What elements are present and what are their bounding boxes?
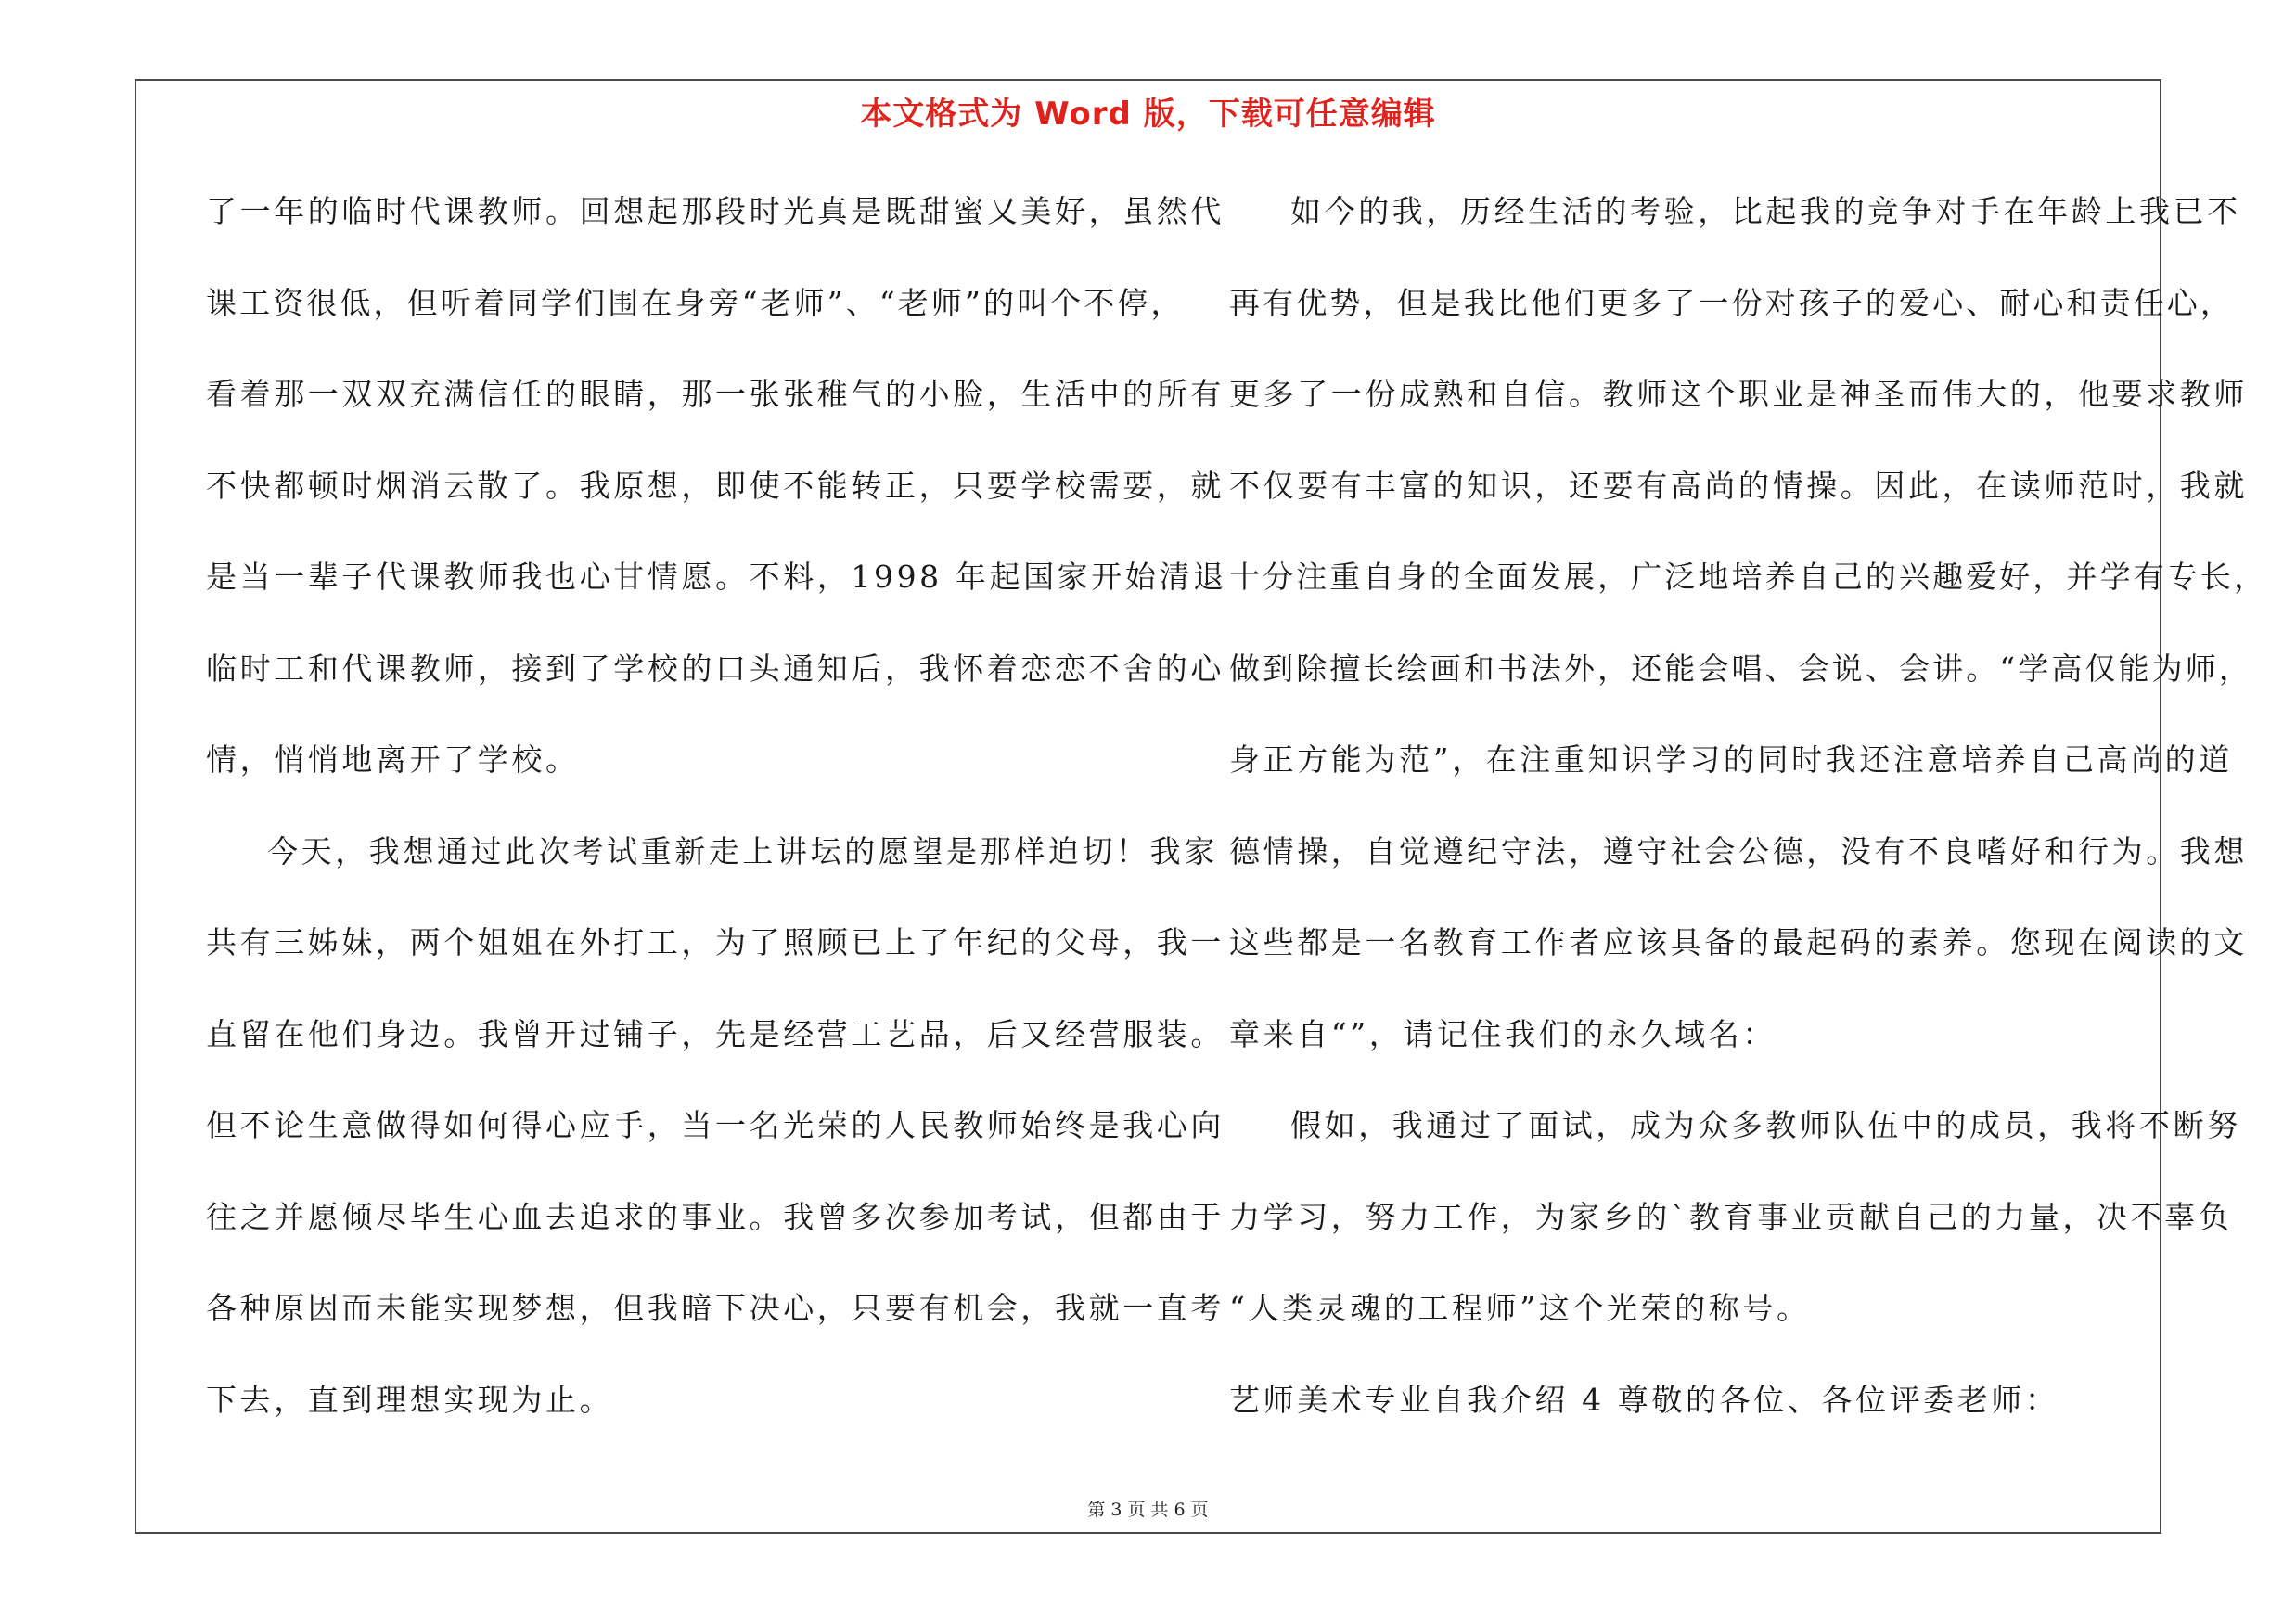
paragraph-start-line: 今天，我想通过此次考试重新走上讲坛的愿望是那样迫切！我家 — [267, 832, 1218, 869]
text-line: 十分注重自身的全面发展，广泛地培养自己的兴趣爱好，并学有专长， — [1229, 559, 2268, 595]
text-line: 身正方能为范”，在注重知识学习的同时我还注意培养自己高尚的道 — [1229, 741, 2233, 778]
paragraph-start-line: 假如，我通过了面试，成为众多教师队伍中的成员，我将不断努 — [1290, 1107, 2241, 1143]
text-line: 情，悄悄地离开了学校。 — [206, 741, 580, 778]
text-line: 直留在他们身边。我曾开过铺子，先是经营工艺品，后又经营服装。 — [206, 1015, 1225, 1052]
text-line: 各种原因而未能实现梦想，但我暗下决心，只要有机会，我就一直考 — [206, 1290, 1225, 1326]
text-line: 更多了一份成熟和自信。教师这个职业是神圣而伟大的，他要求教师 — [1229, 376, 2248, 412]
text-line: 了一年的临时代课教师。回想起那段时光真是既甜蜜又美好，虽然代 — [206, 193, 1225, 229]
format-notice-banner: 本文格式为 Word 版，下载可任意编辑 — [860, 96, 1436, 133]
text-line: 下去，直到理想实现为止。 — [206, 1381, 614, 1418]
text-line: 不快都顿时烟消云散了。我原想，即使不能转正，只要学校需要，就 — [206, 467, 1225, 504]
text-line: 章来自“”，请记住我们的永久域名： — [1229, 1015, 1777, 1052]
text-line: 临时工和代课教师，接到了学校的口头通知后，我怀着恋恋不舍的心 — [206, 650, 1225, 687]
text-line: 再有优势，但是我比他们更多了一份对孩子的爱心、耐心和责任心， — [1229, 284, 2234, 321]
text-line: 艺师美术专业自我介绍 4 尊敬的各位、各位评委老师： — [1229, 1381, 2059, 1418]
text-line: 做到除擅长绘画和书法外，还能会唱、会说、会讲。“学高仅能为师， — [1229, 650, 2252, 687]
text-line: 共有三姊妹，两个姐姐在外打工，为了照顾已上了年纪的父母，我一 — [206, 924, 1225, 960]
right-column — [1229, 184, 2268, 1463]
text-line: 往之并愿倾尽毕生心血去追求的事业。我曾多次参加考试，但都由于 — [206, 1198, 1225, 1235]
text-line: 德情操，自觉遵纪守法，遵守社会公德，没有不良嗜好和行为。我想 — [1229, 832, 2248, 869]
text-line: 力学习，努力工作，为家乡的`教育事业贡献自己的力量，决不辜负 — [1229, 1198, 2233, 1235]
text-line: 不仅要有丰富的知识，还要有高尚的情操。因此，在读师范时，我就 — [1229, 467, 2248, 504]
text-line: 课工资很低，但听着同学们围在身旁“老师”、“老师”的叫个不停， — [206, 284, 1185, 321]
left-column — [206, 184, 1227, 1463]
page-number-footer: 第 3 页 共 6 页 — [1087, 1500, 1209, 1520]
text-line: 但不论生意做得如何得心应手，当一名光荣的人民教师始终是我心向 — [206, 1107, 1225, 1143]
paragraph-start-line: 如今的我，历经生活的考验，比起我的竞争对手在年龄上我已不 — [1290, 193, 2241, 229]
text-line: 是当一辈子代课教师我也心甘情愿。不料，1998 年起国家开始清退 — [206, 559, 1227, 595]
text-line: 这些都是一名教育工作者应该具备的最起码的素养。您现在阅读的文 — [1229, 924, 2248, 960]
text-line: “人类灵魂的工程师”这个光荣的称号。 — [1229, 1290, 1811, 1326]
text-line: 看着那一双双充满信任的眼睛，那一张张稚气的小脸，生活中的所有 — [206, 376, 1225, 412]
